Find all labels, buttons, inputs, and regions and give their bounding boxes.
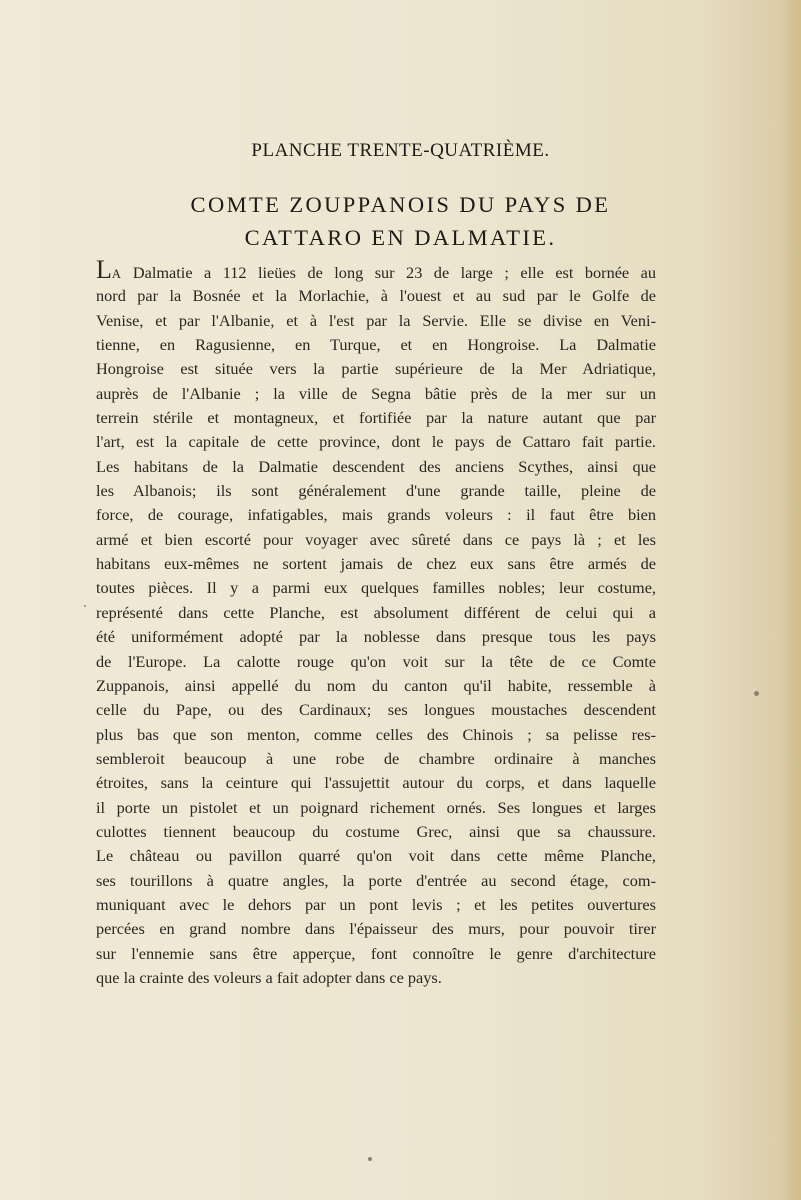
body-text-line: il porte un pistolet et un poignard richement ornés. Ses longues et larges (96, 797, 656, 817)
body-text-line: Zuppanois, ainsi appellé du nom du canton qu'il habite, ressemble à (96, 675, 656, 695)
body-text-line: terrein stérile et montagneux, et fortifiée par la nature autant que par (96, 408, 656, 428)
article-title (0, 188, 801, 254)
body-text-line: représenté dans cette Planche, est absolument différent de celui qui a (96, 602, 656, 622)
body-text-line: habitans eux-mêmes ne sortent jamais de chez eux sans être armés de (96, 554, 656, 574)
paper-speck (368, 1157, 372, 1161)
body-text-line: auprès de l'Albanie ; la ville de Segna bâtie près de la mer sur un (96, 383, 656, 403)
body-first-line (96, 255, 656, 284)
body-text-line: Le château ou pavillon quarré qu'on voit dans cette même Planche, (96, 846, 656, 866)
body-text-line: les Albanois; ils sont généralement d'une grande taille, pleine de (96, 481, 656, 501)
body-text-line: force, de courage, infatigables, mais grands voleurs : il faut être bien (96, 505, 656, 525)
body-text-line: Hongroise est située vers la partie supérieure de la Mer Adriatique, (96, 359, 656, 379)
article-title-line-2: CATTARO EN DALMATIE. (244, 225, 557, 250)
body-text (96, 255, 656, 990)
paper-speck (754, 691, 759, 696)
drop-cap: L (96, 255, 112, 284)
first-word-smallcaps: A (111, 267, 122, 281)
plate-heading: PLANCHE TRENTE-QUATRIÈME. (251, 140, 550, 161)
body-text-line: armé et bien escorté pour voyager avec sûreté dans ce pays là ; et les (96, 529, 656, 549)
body-text-line: nord par la Bosnée et la Morlachie, à l'ouest et au sud par le Golfe de (96, 286, 656, 306)
body-text-line: percées en grand nombre dans l'épaisseur des murs, pour pouvoir tirer (96, 919, 656, 939)
body-text-line: Les habitans de la Dalmatie descendent des anciens Scythes, ainsi que (96, 456, 656, 476)
body-text-line: que la crainte des voleurs a fait adopter dans ce pays. (96, 967, 442, 987)
body-text-line: celle du Pape, ou des Cardinaux; ses longues moustaches descendent (96, 700, 656, 720)
paper-speck (84, 605, 86, 607)
body-text-line: sur l'ennemie sans être apperçue, font connoître le genre d'architecture (96, 943, 656, 963)
body-text-line: muniquant avec le dehors par un pont levis ; et les petites ouvertures (96, 894, 656, 914)
page-edge-stain (779, 0, 801, 1200)
body-text-line: été uniformément adopté par la noblesse dans presque tous les pays (96, 627, 656, 647)
body-text-line: ses tourillons à quatre angles, la porte d'entrée au second étage, com- (96, 870, 656, 890)
first-line-text: Dalmatie a 112 lieües de long sur 23 de large ; elle est bornée au (121, 263, 656, 282)
body-text-line: Venise, et par l'Albanie, et à l'est par la Servie. Elle se divise en Veni- (96, 310, 656, 330)
body-text-line: l'art, est la capitale de cette province, dont le pays de Cattaro fait partie. (96, 432, 656, 452)
body-text-line: culottes tiennent beaucoup du costume Grec, ainsi que sa chaussure. (96, 821, 656, 841)
body-text-line: de l'Europe. La calotte rouge qu'on voit sur la tête de ce Comte (96, 651, 656, 671)
body-text-line: tienne, en Ragusienne, en Turque, et en Hongroise. La Dalmatie (96, 335, 656, 355)
body-text-line: étroites, sans la ceinture qui l'assujettit autour du corps, et dans laquelle (96, 773, 656, 793)
body-text-line: sembleroit beaucoup à une robe de chambre ordinaire à manches (96, 748, 656, 768)
body-text-line: plus bas que son menton, comme celles des Chinois ; sa pelisse res- (96, 724, 656, 744)
article-title-line-1: COMTE ZOUPPANOIS DU PAYS DE (190, 192, 611, 217)
body-text-line: toutes pièces. Il y a parmi eux quelques familles nobles; leur costume, (96, 578, 656, 598)
